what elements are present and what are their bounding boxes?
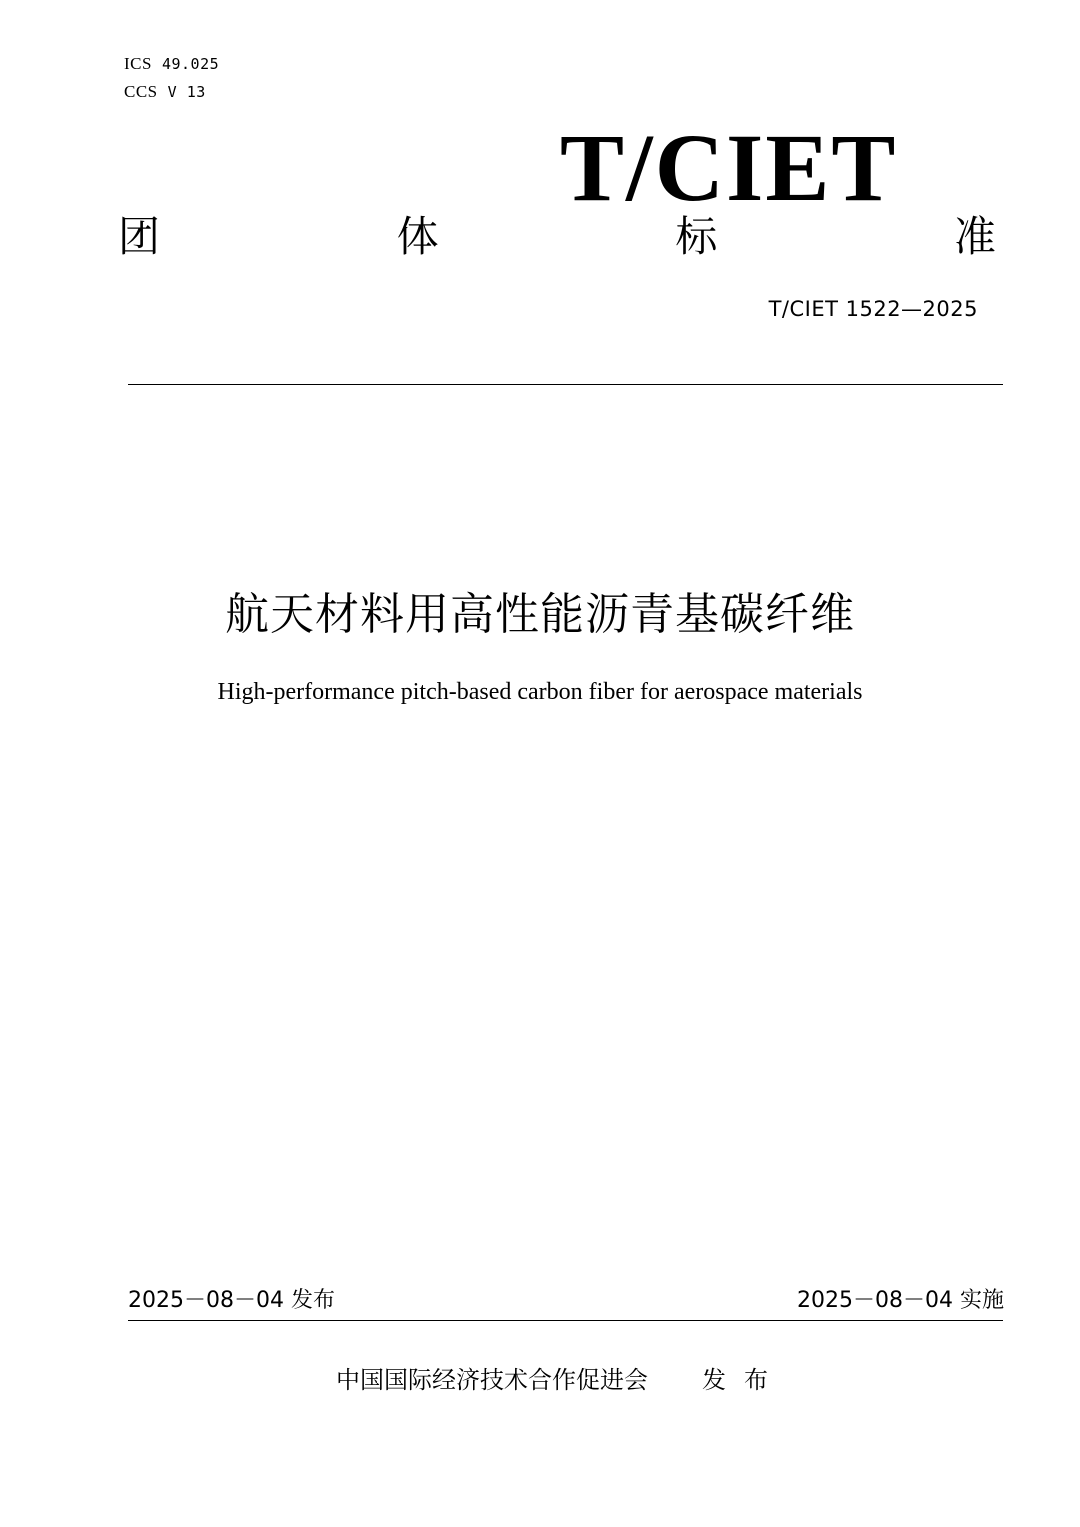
- standard-type-char-1: 团: [118, 212, 161, 261]
- standard-type-char-4: 准: [953, 212, 996, 261]
- standard-type-char-2: 体: [396, 212, 439, 261]
- standard-type: [118, 212, 996, 262]
- implement-date: 2025－08－04 实施: [797, 1288, 1004, 1313]
- publisher-name: 中国国际经济技术合作促进会: [336, 1366, 648, 1394]
- top-divider: [128, 384, 1003, 385]
- standard-logo: T/CIET: [560, 114, 898, 221]
- ics-code: [124, 54, 219, 74]
- issue-label: 发布: [702, 1366, 786, 1394]
- ccs-value: V 13: [167, 83, 206, 101]
- publisher-line: [336, 1364, 786, 1396]
- ccs-label: CCS: [124, 82, 158, 101]
- title-chinese: 航天材料用高性能沥青基碳纤维: [225, 589, 855, 640]
- standard-number: T/CIET 1522—2025: [768, 297, 978, 321]
- standard-type-char-3: 标: [675, 212, 718, 261]
- ics-label: ICS: [124, 54, 152, 73]
- ccs-code: [124, 82, 206, 102]
- bottom-divider: [128, 1320, 1003, 1321]
- publish-date: 2025－08－04 发布: [128, 1288, 335, 1313]
- ics-value: 49.025: [161, 55, 220, 73]
- title-english: High-performance pitch-based carbon fiber for aerospace materials: [217, 679, 863, 705]
